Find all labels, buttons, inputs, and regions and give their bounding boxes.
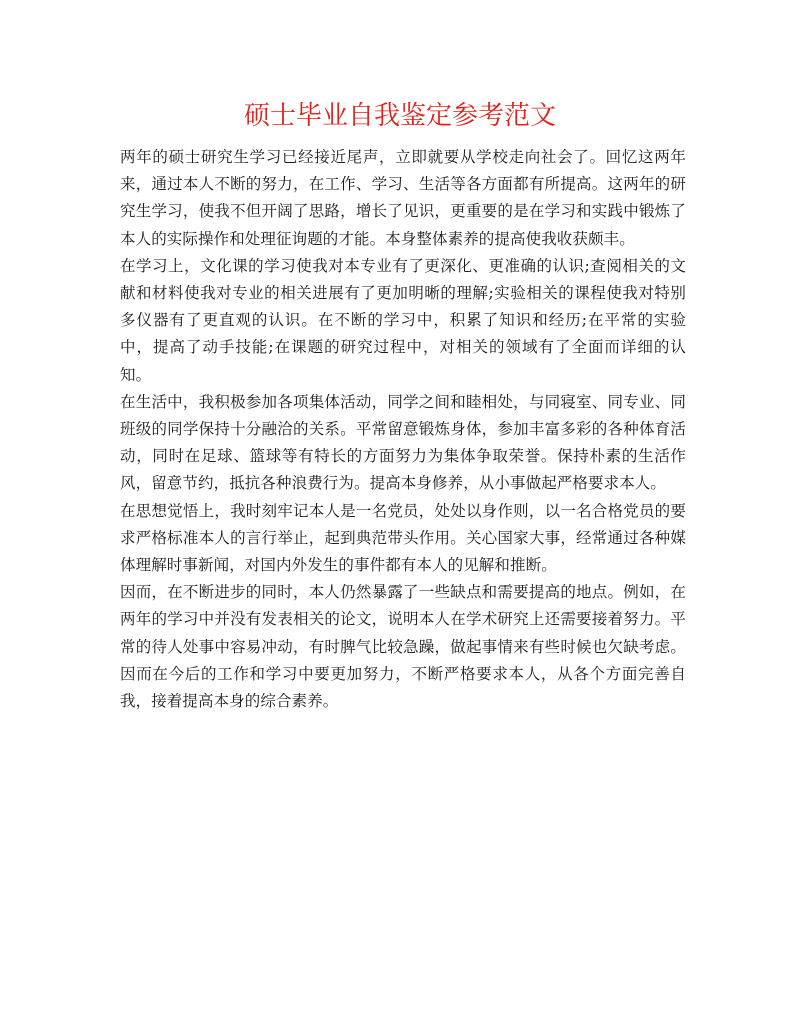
document-body	[120, 144, 686, 715]
paragraph-study: 在学习上，文化课的学习使我对本专业有了更深化、更准确的认识;查阅相关的文献和材料使我对专业的相关进展有了更加明晰的理解;实验相关的课程使我对特别多仪器有了更直观的认识。在不断的学习中，积累了知识和经历;在平常的实验中，提高了动手技能;在课题的研究过程中，对相关的领域有了全面而详细的认知。	[120, 256, 686, 384]
document-title: 硕士毕业自我鉴定参考范文	[243, 101, 556, 131]
paragraph-intro: 两年的硕士研究生学习已经接近尾声，立即就要从学校走向社会了。回忆这两年来，通过本人不断的努力，在工作、学习、生活等各方面都有所提高。这两年的研究生学习，使我不但开阔了思路，增长了见识，更重要的是在学习和实践中锻炼了本人的实际操作和处理征询题的才能。本身整体素养的提高使我收获颇丰。	[120, 148, 686, 248]
paragraph-ideology: 在思想觉悟上，我时刻牢记本人是一名党员，处处以身作则，以一名合格党员的要求严格标准本人的言行举止，起到典范带头作用。关心国家大事，经常通过各种媒体理解时事新闻，对国内外发生的事件都有本人的见解和推断。	[120, 501, 686, 575]
paragraph-life: 在生活中，我积极参加各项集体活动，同学之间和睦相处，与同寝室、同专业、同班级的同学保持十分融洽的关系。平常留意锻炼身体，参加丰富多彩的各种体育活动，同时在足球、篮球等有特长的方面努力为集体争取荣誉。保持朴素的生活作风，留意节约，抵抗各种浪费行为。提高本身修养，从小事做起严格要求本人。	[120, 392, 686, 493]
paragraph-shortcomings: 因而，在不断进步的同时，本人仍然暴露了一些缺点和需要提高的地点。例如，在两年的学习中并没有发表相关的论文，说明本人在学术研究上还需要接着努力。平常的待人处事中容易冲动，有时脾气比较急躁，做起事情来有些时候也欠缺考虑。因而在今后的工作和学习中要更加努力，不断严格要求本人，从各个方面完善自我，接着提高本身的综合素养。	[120, 583, 686, 711]
